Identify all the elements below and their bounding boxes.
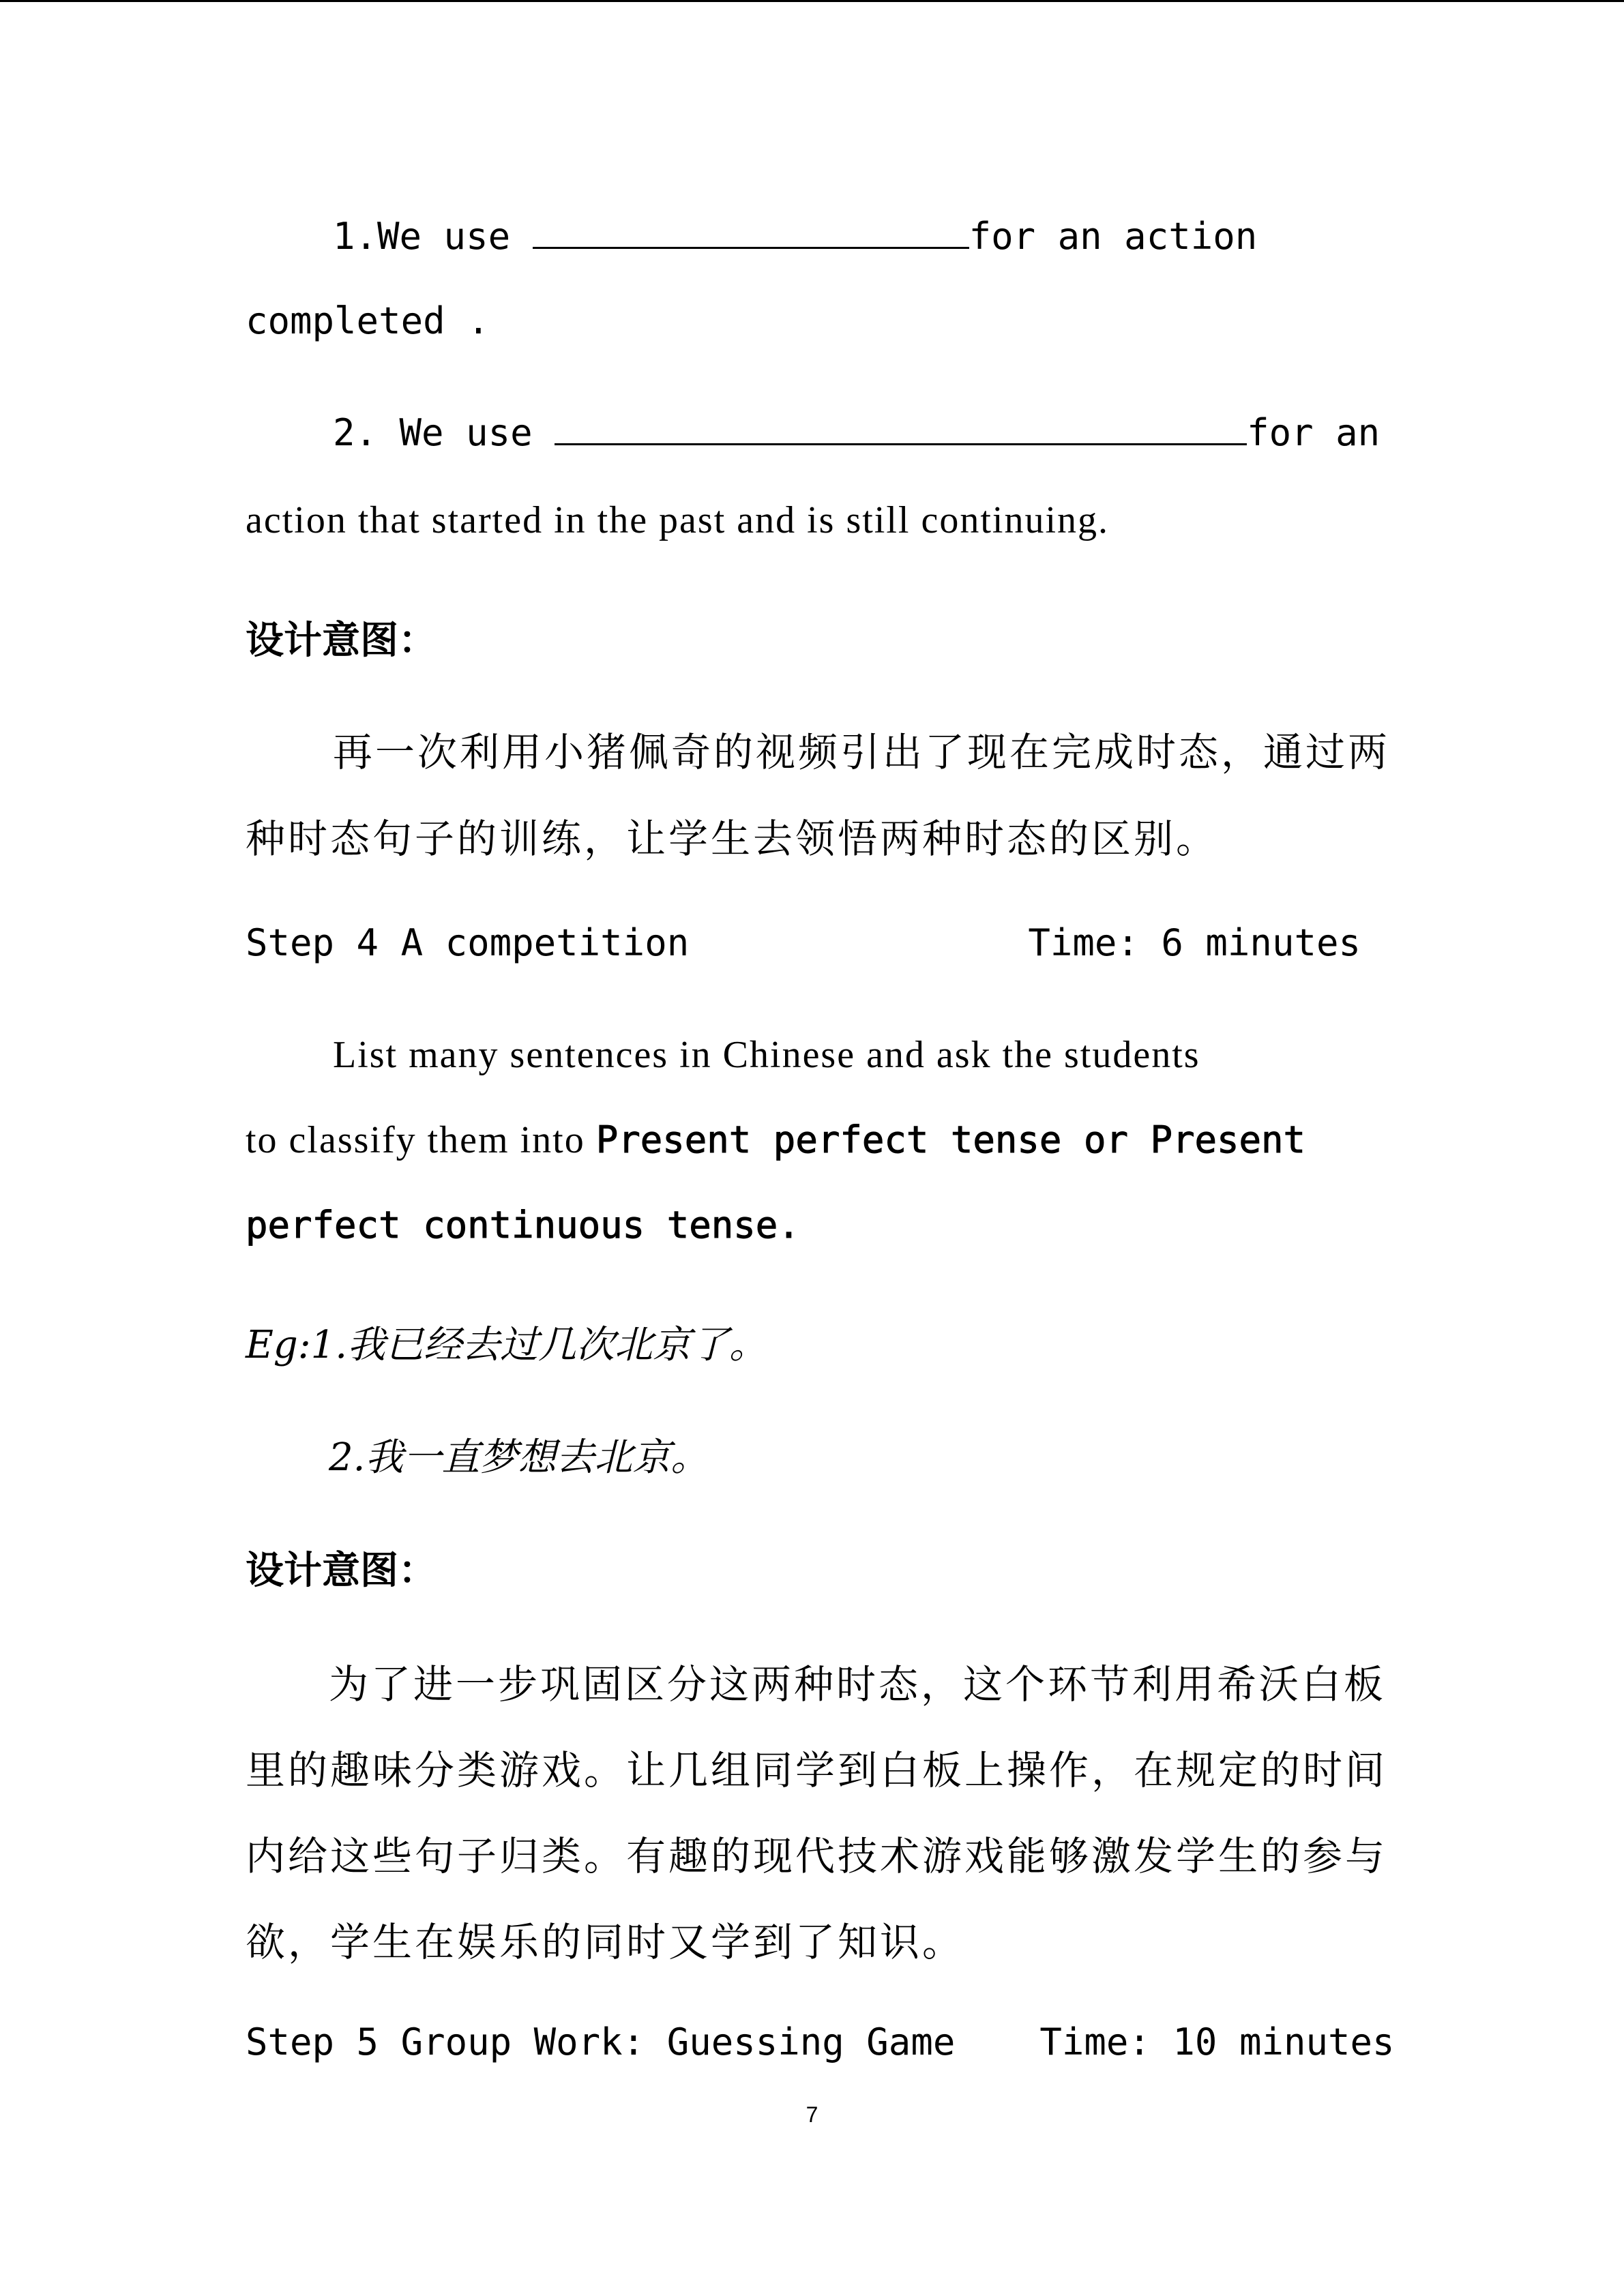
blank-1-line[interactable] xyxy=(533,220,969,249)
design-intent-2-line-1: 为了进一步巩固区分这两种时态，这个环节利用希沃白板 xyxy=(329,1661,1387,1708)
design-intent-1-line-1: 再一次利用小猪佩奇的视频引出了现在完成时态，通过两 xyxy=(333,729,1391,775)
page-number: 7 xyxy=(806,2102,818,2127)
blank-sentence-1 xyxy=(333,215,1257,258)
design-intent-heading-2: 设计意图： xyxy=(246,1549,437,1593)
blank-2-continuation: action that started in the past and is still continuing. xyxy=(246,499,1110,541)
blank-1-prefix: 1.We use xyxy=(333,215,533,258)
step-5-header xyxy=(246,2021,1395,2063)
blank-2-suffix: for an xyxy=(1247,411,1381,454)
step-5-time: Time: 10 minutes xyxy=(1039,2021,1395,2063)
step-4-line-3: perfect continuous tense. xyxy=(246,1204,800,1247)
step-4-header xyxy=(246,921,1361,964)
blank-1-suffix: for an action xyxy=(969,215,1258,258)
design-intent-2-line-4: 欲，学生在娱乐的同时又学到了知识。 xyxy=(246,1919,965,1965)
step-4-line-1: List many sentences in Chinese and ask the students xyxy=(333,1034,1200,1076)
design-intent-heading-1: 设计意图： xyxy=(246,618,437,663)
step-4-time: Time: 6 minutes xyxy=(1028,921,1361,964)
design-intent-2-line-2: 里的趣味分类游戏。让几组同学到白板上操作，在规定的时间 xyxy=(246,1747,1388,1793)
design-intent-2-line-3: 内给这些句子归类。有趣的现代技术游戏能够激发学生的参与 xyxy=(246,1833,1388,1879)
step-4-title: Step 4 A competition xyxy=(246,921,690,964)
example-2: 2.我一直梦想去北京。 xyxy=(329,1435,709,1480)
step-4-line-2-plain: to classify them into xyxy=(246,1119,596,1161)
blank-sentence-2 xyxy=(333,411,1380,454)
step-5-title: Step 5 Group Work: Guessing Game xyxy=(246,2021,956,2063)
blank-2-prefix: 2. We use xyxy=(333,411,555,454)
step-4-line-2 xyxy=(246,1118,1305,1162)
step-4-line-2-emphasis: Present perfect tense or Present xyxy=(595,1118,1306,1161)
blank-2-line[interactable] xyxy=(555,416,1247,445)
blank-1-continuation: completed . xyxy=(246,299,490,342)
example-1: Eg:1.我已经去过几次北京了。 xyxy=(246,1323,768,1367)
design-intent-1-line-2: 种时态句子的训练，让学生去领悟两种时态的区别。 xyxy=(246,816,1219,862)
